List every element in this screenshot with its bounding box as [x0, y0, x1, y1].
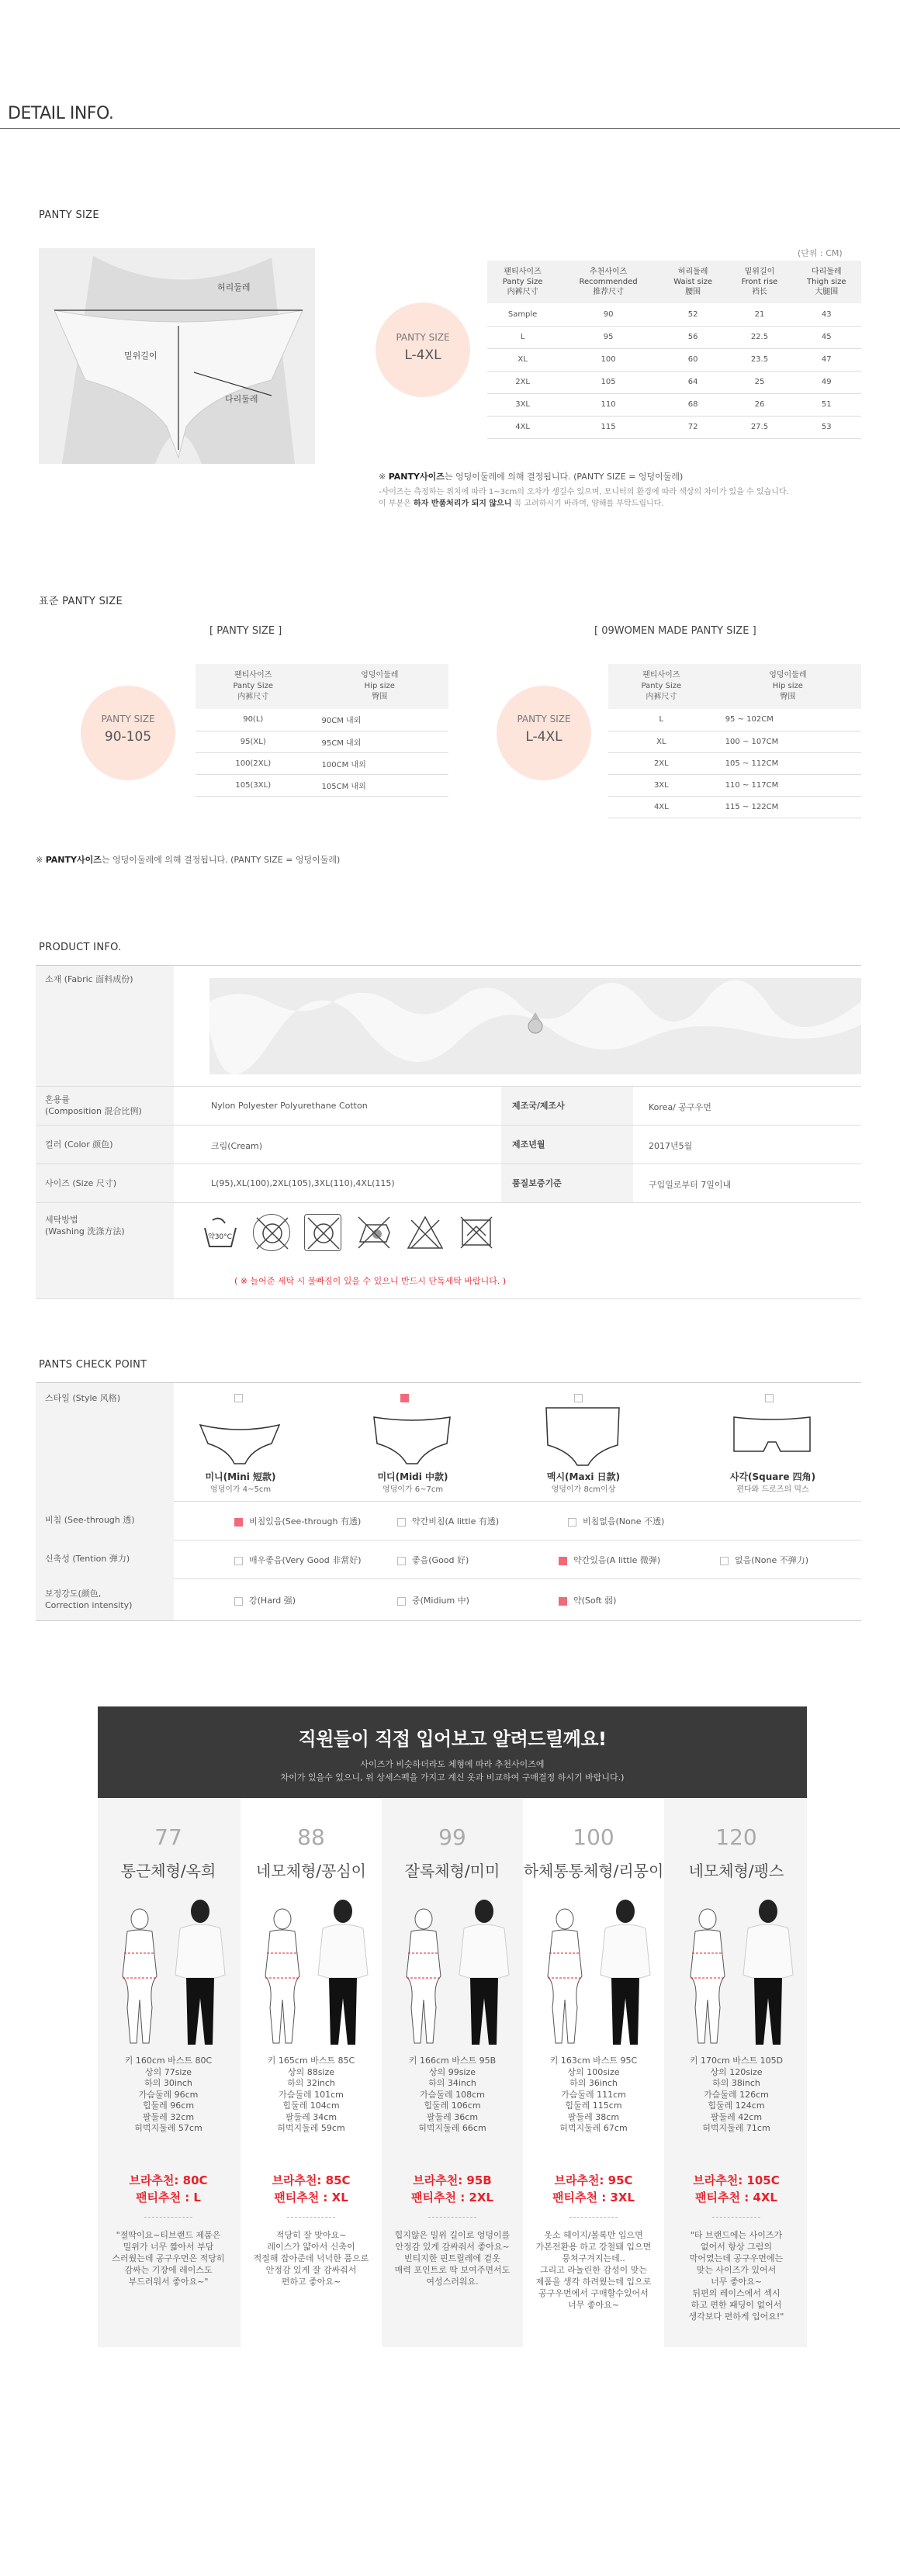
table-row: 4XL 115 72 27.5 53 [487, 416, 861, 438]
employee-body-type: 통근체형/옥희 [120, 1862, 216, 1880]
employee-photo [312, 1897, 374, 2049]
panty-recommendation: 팬티추천 : 2XL [411, 2190, 493, 2204]
bra-recommendation: 브라추천: 95B [413, 2173, 492, 2187]
table-row: 2XL 105 ~ 112CM [608, 752, 861, 774]
employee-size-number: 88 [297, 1824, 325, 1850]
divider [569, 2217, 618, 2218]
table-row: Sample 90 52 21 43 [487, 303, 861, 326]
employee-body-type: 네모체형/꽁심이 [256, 1862, 366, 1880]
table-row: XL 100 60 23.5 47 [487, 348, 861, 371]
mini-panty-icon [197, 1417, 282, 1467]
washing-warning: ( ※ 늘어준 세탁 시 물빠짐이 있을 수 있으니 반드시 단독세탁 바랍니다. ) [234, 1276, 507, 1286]
square-panty-icon [729, 1412, 815, 1467]
09women-size-table [608, 664, 861, 818]
col-size: 팬티사이즈 Panty Size 内裤尺寸 [608, 664, 715, 709]
style-desc-square: 편다와 드로즈의 믹스 [736, 1485, 809, 1494]
color-label: 컬러 (Color 颜色) [36, 1125, 174, 1164]
employee-measurements: 키 166cm 바스트 95B 상의 99size 하의 34inch 가슴둘레 108cm 힙둘레 106cm 팔둘레 36cm 허벅지둘레 66cm [408, 2056, 497, 2133]
employee-size-number: 99 [438, 1824, 466, 1850]
composition-label: 혼용률 (Composition 混合比例) [36, 1087, 174, 1125]
employee-card [523, 1798, 664, 2347]
panty-size-badge: PANTY SIZE L-4XL [376, 303, 470, 397]
body-silhouette-image [677, 1907, 739, 2046]
employee-photo [169, 1897, 231, 2049]
employee-measurements: 키 160cm 바스트 80C 상의 77size 하의 30inch 가슴둘레 96cm 힙둘레 96cm 팔둘레 32cm 허벅지둘레 57cm [124, 2056, 213, 2133]
table-row: 3XL 110 68 26 51 [487, 393, 861, 416]
style-name-maxi: 맥시(Maxi 日款) [546, 1471, 621, 1482]
employee-review-subtitle: 사이즈가 비슷하더라도 체형에 따라 추천사이즈에 차이가 있을수 있으니, 위 상세스펙을 가지고 계신 옷과 비교하여 구매결정 하시기 바랍니다.) [280, 1759, 625, 1782]
employee-photo [453, 1897, 515, 2049]
unit-label: (단위 : CM) [798, 248, 843, 258]
date-label: 제조년월 [501, 1125, 633, 1164]
size-row [36, 1164, 861, 1203]
washing-row [36, 1203, 861, 1299]
tension-option-good[interactable]: 좋음(Good 好) [397, 1554, 469, 1566]
style-name-square: 사각(Square 四角) [729, 1471, 816, 1482]
col-size: 팬티사이즈 Panty Size 内裤尺寸 [196, 664, 311, 709]
employee-measurements: 키 163cm 바스트 95C 상의 100size 하의 36inch 가슴둘레 111cm 힙둘레 115cm 팔둘레 38cm 허벅지둘레 67cm [549, 2056, 638, 2133]
style-checkbox-midi[interactable] [400, 1394, 409, 1402]
detail-info-header [0, 98, 900, 129]
employee-body-type: 잘록체형/미미 [404, 1862, 500, 1880]
employee-size-number: 77 [154, 1824, 182, 1850]
tension-option-none[interactable]: 없음(None 不弹力) [720, 1554, 808, 1566]
table-row: L 95 56 22.5 45 [487, 326, 861, 348]
employee-comment: 힙지않은 밀위 길이로 엉덩이를 안정감 있게 감싸줘서 좋아요~ 빈티지한 핀트릴레에 겉옷 매력 포인트로 딱 보여주면서도 여성스러워요. [394, 2230, 511, 2287]
panty-recommendation: 팬티추천 : 4XL [695, 2190, 777, 2204]
col-waist: 허리둘레 Waist size 腰围 [659, 261, 727, 303]
body-silhouette-image [534, 1907, 596, 2046]
table-header-row [487, 261, 861, 303]
col-front-rise: 밑위길이 Front rise 裆长 [727, 261, 791, 303]
employee-body-type: 네모체형/펭스 [688, 1862, 784, 1880]
style-desc-midi: 엉덩이가 6~7cm [382, 1485, 444, 1494]
hand-wash-icon: 약30°C [202, 1214, 239, 1251]
panty-diagram-image [39, 248, 315, 464]
no-iron-icon [304, 1214, 341, 1251]
divider [428, 2217, 476, 2218]
style-checkbox-mini[interactable] [234, 1394, 243, 1402]
dry-flat-icon [355, 1214, 393, 1251]
panty-recommendation: 팬티추천 : 3XL [552, 2190, 635, 2204]
employee-card [382, 1798, 523, 2347]
color-value: 크림(Cream) [211, 1141, 263, 1151]
check-point-table [36, 1382, 861, 1620]
style-name-mini: 미니(Mini 短款) [205, 1471, 276, 1482]
employee-photo [594, 1897, 656, 2049]
right-table-title: [ 09WOMEN MADE PANTY SIZE ] [594, 625, 756, 637]
tension-label: 신축성 (Tention 弹力) [36, 1540, 174, 1578]
employee-comment: "타 브랜드에는 사이즈가 없어서 항상 그럼의 막어였는데 공구우먼에는 맞는 사이즈가 있어서 너무 좋아요~ 뒤편의 레이스에서 섹시 하고 편한 패딩이 없어서 생각보다 편하게 입어요!" [688, 2230, 784, 2322]
maxi-panty-icon [540, 1406, 625, 1468]
bra-recommendation: 브라추천: 105C [693, 2173, 780, 2187]
no-bleach-icon [407, 1214, 444, 1251]
style-desc-mini: 엉덩이가 4~5cm [209, 1485, 272, 1494]
style-checkbox-maxi[interactable] [574, 1394, 583, 1402]
standard-size-badge-left: PANTY SIZE 90-105 [81, 686, 175, 780]
product-info-section-title: PRODUCT INFO. [39, 942, 122, 953]
table-row: 105(3XL) 105CM 내외 [196, 774, 448, 796]
correction-label: 보정강도(颜色, Correction intensity) [36, 1578, 174, 1620]
panty-recommendation: 팬티추천 : L [136, 2190, 201, 2204]
no-tumble-dry-icon [253, 1214, 290, 1251]
table-row: 95(XL) 95CM 내외 [196, 731, 448, 752]
table-row: 90(L) 90CM 내외 [196, 709, 448, 731]
panty-size-note: ※ PANTY사이즈는 엉덩이둘레에 의해 결정됩니다. (PANTY SIZE = 엉덩이둘레) -사이즈는 측정하는 위치에 따라 1~3cm의 오차가 생길수 있으며, 모니터의 환경에 따라 색상의 차이가 있을 수 있습니다. 이 부분은 하자 반품처리가 되지 않으니 꼭 고려하시기 바라며, 양해를 부탁드립니다. [379, 470, 860, 510]
col-recommended: 추천사이즈 Recommended 推荐尺寸 [558, 261, 659, 303]
tension-option-very-good[interactable]: 매우좋음(Very Good 非常好) [234, 1554, 362, 1566]
style-checkbox-square[interactable] [765, 1394, 774, 1402]
body-silhouette-image [251, 1907, 313, 2046]
standard-size-badge-right: PANTY SIZE L-4XL [497, 686, 591, 780]
table-row: 3XL 110 ~ 117CM [608, 774, 861, 796]
employee-comment: 적당히 잘 맞아요~ 레이스가 얇아서 신축이 적절해 잡아준데 넉넉한 품으로 안정감 있게 잘 감싸줘서 편하고 좋아요~ [253, 2230, 369, 2287]
maker-label: 제조국/제조사 [501, 1087, 633, 1125]
body-silhouette-image [109, 1907, 171, 2046]
table-row: 100(2XL) 100CM 내외 [196, 752, 448, 774]
divider [712, 2217, 760, 2218]
employee-card [241, 1798, 382, 2347]
thigh-label: 다리둘레 [225, 394, 258, 404]
maker-value: Korea/ 공구우먼 [649, 1102, 711, 1112]
standard-size-section-title: 표준 PANTY SIZE [39, 596, 123, 607]
employee-comment: 옷소 헤이지/볼록만 입으면 가본전환용 하고 강철돼 입으면 뭉쳐구겨지는데.. 그리고 라놀린한 감성이 맞는 제품을 생각 하려웠는데 입으로 공구우먼에서 구매할수있어서 너무 좋아요~ [535, 2230, 652, 2310]
col-hip: 엉덩이둘레 Hip size 臀围 [715, 664, 861, 709]
panty-recommendation: 팬티추천 : XL [274, 2190, 348, 2204]
midi-panty-icon [369, 1412, 455, 1467]
standard-size-note: ※ PANTY사이즈는 엉덩이둘레에 의해 결정됩니다. (PANTY SIZE = 엉덩이둘레) [36, 855, 341, 865]
standard-size-table [196, 664, 448, 797]
size-label: 사이즈 (Size 尺寸) [36, 1164, 174, 1202]
employee-size-number: 120 [715, 1824, 757, 1850]
bra-recommendation: 브라추천: 95C [554, 2173, 633, 2187]
employee-size-number: 100 [573, 1824, 614, 1850]
employee-comment: "절딱이요~티브랜드 제품은 밀위가 너무 짧아서 부담 스러웠는데 공구우먼은 적당히 감싸는 기장에 레이스도 부드러워서 좋아요~" [112, 2230, 225, 2287]
divider [144, 2217, 192, 2218]
left-table-title: [ PANTY SIZE ] [209, 625, 282, 637]
employee-body-type: 하체통통체형/리몽이 [523, 1862, 664, 1880]
employee-photo [737, 1897, 799, 2049]
style-desc-maxi: 엉덩이가 8cm이상 [551, 1485, 616, 1494]
col-size: 팬티사이즈 Panty Size 内裤尺寸 [487, 261, 558, 303]
washing-label: 세탁방법 (Washing 洗涤方法) [36, 1203, 174, 1298]
employee-measurements: 키 165cm 바스트 85C 상의 88size 하의 32inch 가슴둘레 101cm 힙둘레 104cm 팔둘레 34cm 허벅지둘레 59cm [267, 2056, 355, 2133]
correction-option-hard[interactable]: 강(Hard 强) [234, 1594, 296, 1606]
warranty-value: 구입일로부터 7일이내 [649, 1180, 732, 1190]
correction-option-soft[interactable]: 약(Soft 弱) [559, 1594, 616, 1606]
warranty-label: 품질보증기준 [501, 1164, 633, 1202]
table-row: 2XL 105 64 25 49 [487, 371, 861, 393]
bra-recommendation: 브라추천: 85C [272, 2173, 351, 2187]
employee-card [98, 1798, 239, 2347]
style-name-midi: 미디(Midi 中款) [377, 1471, 448, 1482]
panty-size-table [487, 261, 861, 439]
composition-value: Nylon Polyester Polyurethane Cotton [211, 1101, 368, 1111]
table-row: L 95 ~ 102CM [608, 709, 861, 731]
correction-option-medium[interactable]: 중(Midium 中) [397, 1594, 469, 1606]
color-row [36, 1125, 861, 1164]
employee-measurements: 키 170cm 바스트 105D 상의 120size 하의 38inch 가슴둘레 126cm 힙둘레 124cm 팔둘레 42cm 허벅지둘레 71cm [689, 2056, 784, 2133]
employee-review-title: 직원들이 직접 입어보고 알려드릴께요! [298, 1728, 607, 1750]
return-disclaimer: 이 부분은 하자 반품처리가 되지 않으니 꼭 고려하시기 바라며, 양해를 부탁드립니다. [379, 500, 664, 508]
size-value: L(95),XL(100),2XL(105),3XL(110),4XL(115) [211, 1178, 395, 1188]
fabric-row [36, 966, 861, 1087]
waist-label: 허리둘레 [217, 282, 251, 292]
see-option-little[interactable]: 약간비침(A little 有透) [397, 1515, 499, 1527]
composition-row [36, 1087, 861, 1125]
see-option-none[interactable]: 비침없음(None 不透) [568, 1515, 664, 1527]
no-dryclean-icon [458, 1214, 495, 1251]
table-row: XL 100 ~ 107CM [608, 731, 861, 752]
see-through-label: 비침 (See-through 透) [36, 1501, 174, 1540]
employee-review-header [98, 1706, 807, 1798]
lace-fabric-image [209, 978, 861, 1074]
bra-recommendation: 브라추천: 80C [129, 2173, 208, 2187]
page-title: DETAIL INFO. [8, 104, 114, 123]
table-row: 4XL 115 ~ 122CM [608, 796, 861, 818]
see-option-yes[interactable]: 비침있음(See-through 有透) [234, 1515, 361, 1527]
product-info-table [36, 965, 861, 1298]
fabric-label: 소재 (Fabric 面料成份) [36, 966, 174, 1086]
check-point-section-title: PANTS CHECK POINT [39, 1359, 147, 1371]
front-rise-label: 밑위길이 [124, 351, 158, 361]
divider [287, 2217, 335, 2218]
col-hip: 엉덩이둘레 Hip size 臀围 [311, 664, 448, 709]
size-disclaimer: -사이즈는 측정하는 위치에 따라 1~3cm의 오차가 생길수 있으며, 모니터의 환경에 따라 색상의 차이가 있을 수 있습니다. [379, 488, 789, 496]
col-thigh: 다리둘레 Thigh size 大腿围 [792, 261, 861, 303]
date-value: 2017년5월 [649, 1141, 693, 1151]
panty-size-section-title: PANTY SIZE [39, 209, 99, 221]
tension-option-little[interactable]: 약간있음(A little 微弹) [559, 1554, 660, 1566]
body-silhouette-image [393, 1907, 455, 2046]
style-label: 스타일 (Style 风格) [36, 1383, 174, 1501]
employee-card [666, 1798, 807, 2347]
